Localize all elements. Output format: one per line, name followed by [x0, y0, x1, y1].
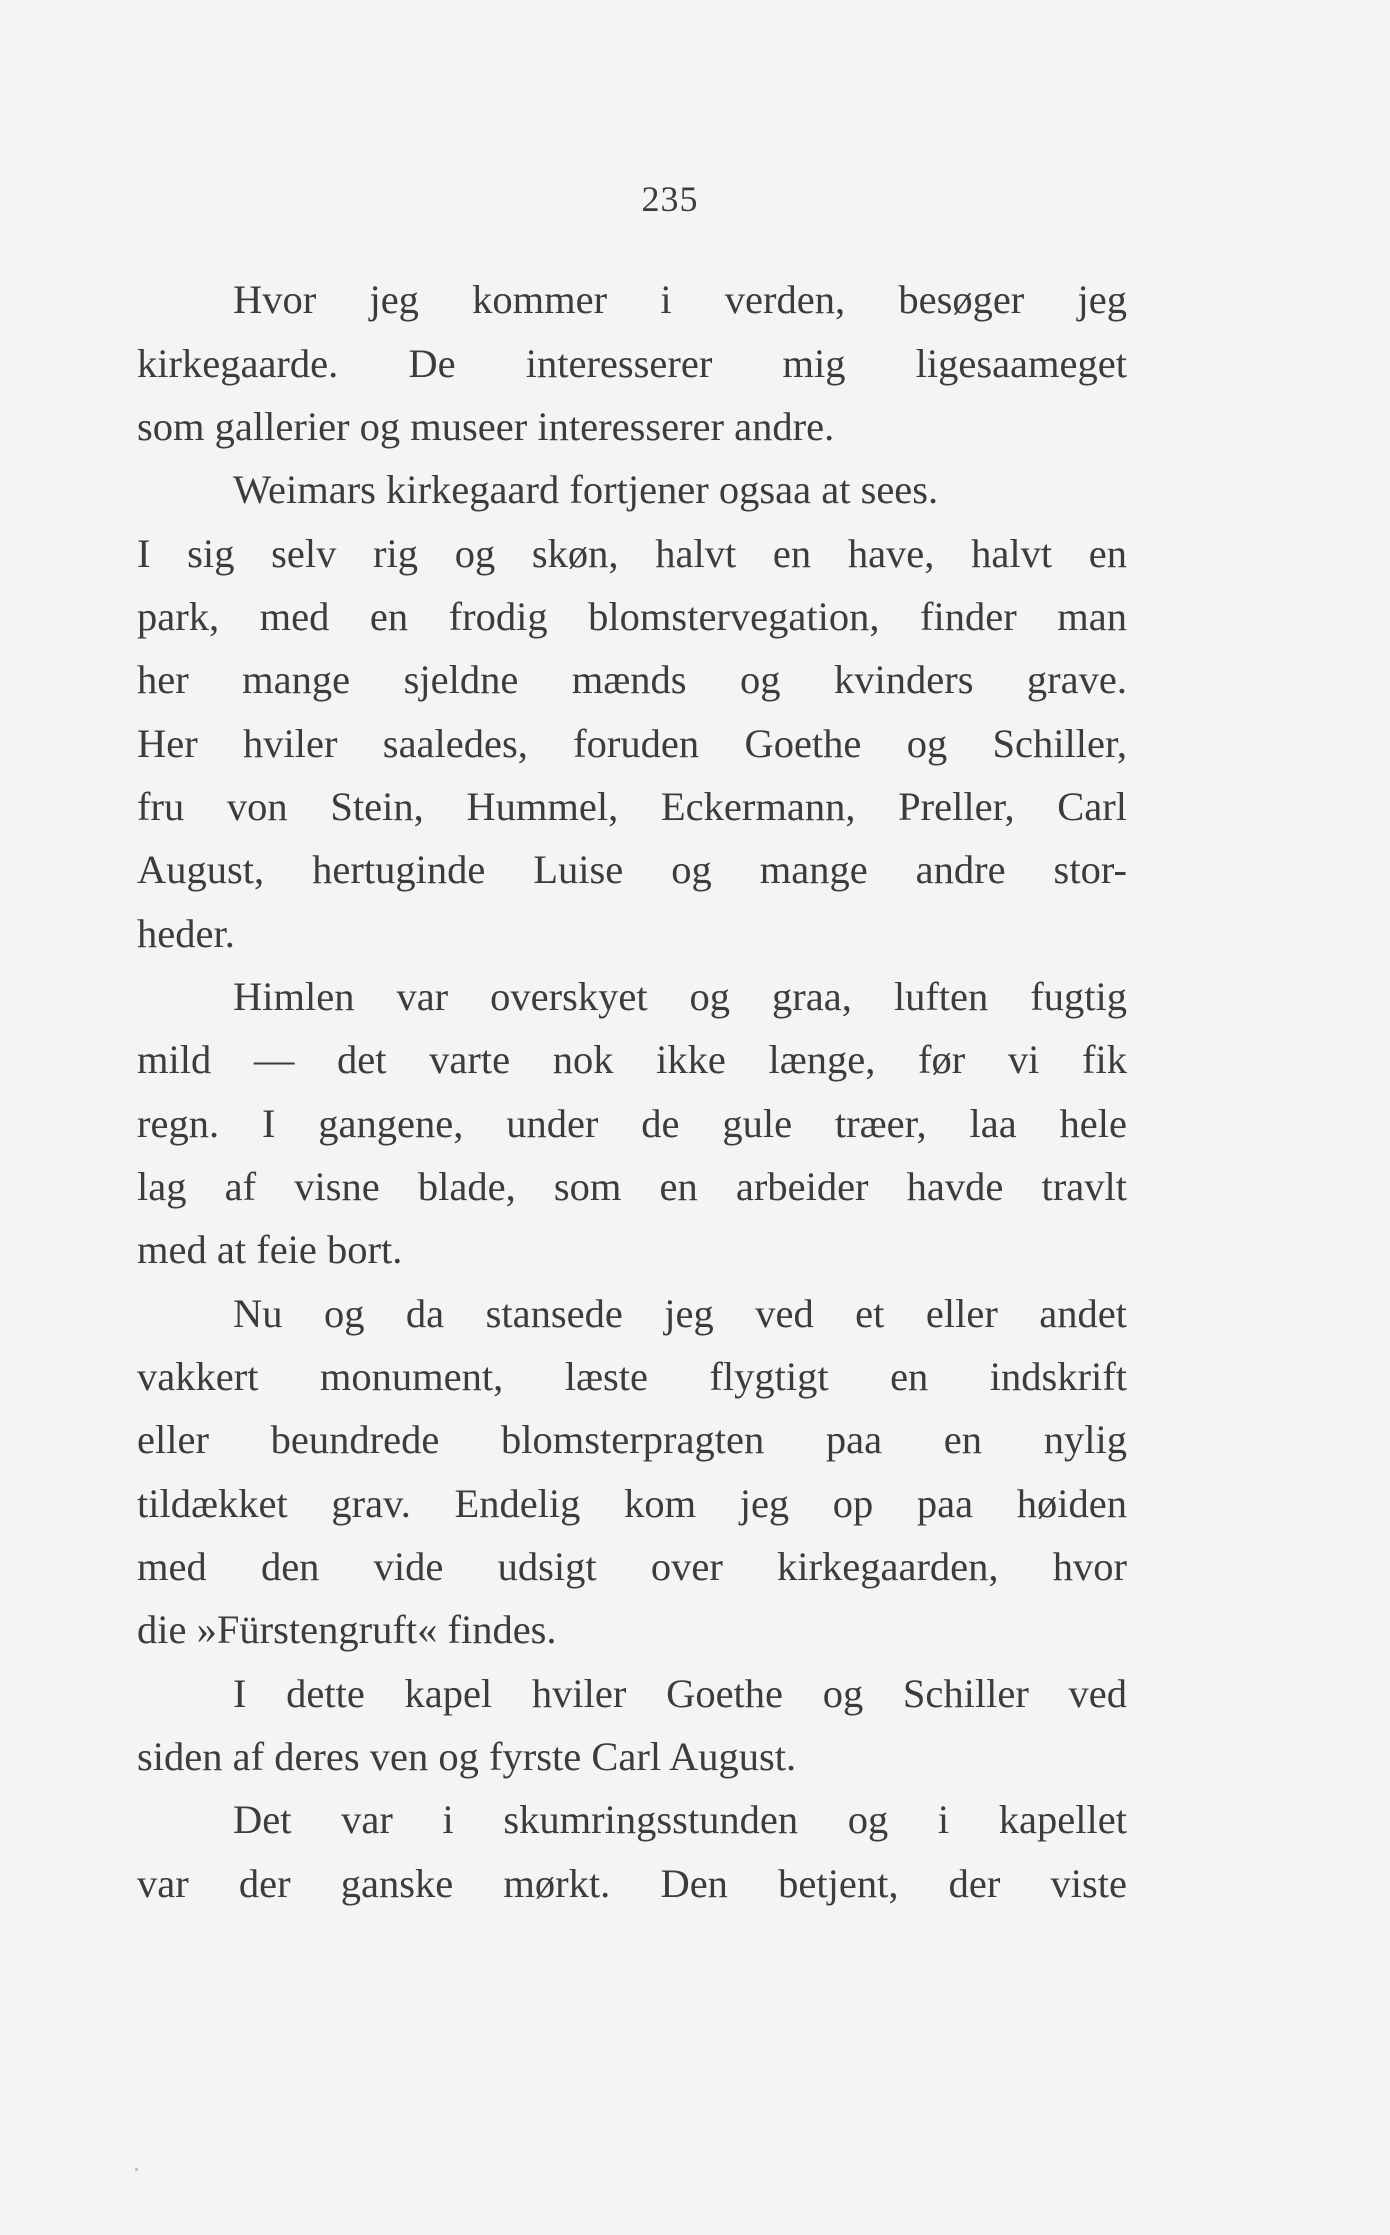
page-number: 235	[641, 179, 699, 219]
text-line: die »Fürstengruft« findes.	[137, 1607, 557, 1652]
text-line: med at feie bort.	[137, 1227, 403, 1272]
paper-speck	[135, 2168, 138, 2171]
text-line: mild — det varte nok ikke længe, før vi fik	[137, 1037, 1127, 1082]
text-line: lag af visne blade, som en arbeider havde travlt	[137, 1164, 1127, 1209]
text-line: Weimars kirkegaard fortjener ogsaa at sees.	[233, 467, 939, 512]
text-line: fru von Stein, Hummel, Eckermann, Preller, Carl	[137, 784, 1127, 829]
text-line: regn. I gangene, under de gule træer, laa hele	[137, 1101, 1127, 1146]
text-line: eller beundrede blomsterpragten paa en nylig	[137, 1417, 1127, 1462]
text-line: Hvor jeg kommer i verden, besøger jeg	[233, 277, 1127, 322]
text-line: tildækket grav. Endelig kom jeg op paa høiden	[137, 1481, 1127, 1526]
text-line: Det var i skumringsstunden og i kapellet	[233, 1797, 1127, 1842]
text-line: Her hviler saaledes, foruden Goethe og Schiller,	[137, 721, 1127, 766]
text-line: I dette kapel hviler Goethe og Schiller ved	[233, 1671, 1127, 1716]
text-line: August, hertuginde Luise og mange andre stor-	[137, 847, 1127, 892]
text-line: Nu og da stansede jeg ved et eller andet	[233, 1291, 1127, 1336]
text-line: var der ganske mørkt. Den betjent, der viste	[137, 1861, 1127, 1906]
text-line: park, med en frodig blomstervegation, finder man	[137, 594, 1127, 639]
text-line: kirkegaarde. De interesserer mig ligesaameget	[137, 341, 1127, 386]
text-line: her mange sjeldne mænds og kvinders grave.	[137, 657, 1127, 702]
text-line: I sig selv rig og skøn, halvt en have, halvt en	[137, 531, 1127, 576]
text-line: Himlen var overskyet og graa, luften fugtig	[233, 974, 1127, 1019]
text-line: med den vide udsigt over kirkegaarden, hvor	[137, 1544, 1127, 1589]
text-line: heder.	[137, 911, 235, 956]
text-line: som gallerier og museer interesserer andre.	[137, 404, 835, 449]
text-line: siden af deres ven og fyrste Carl August.	[137, 1734, 797, 1779]
text-line: vakkert monument, læste flygtigt en indskrift	[137, 1354, 1127, 1399]
